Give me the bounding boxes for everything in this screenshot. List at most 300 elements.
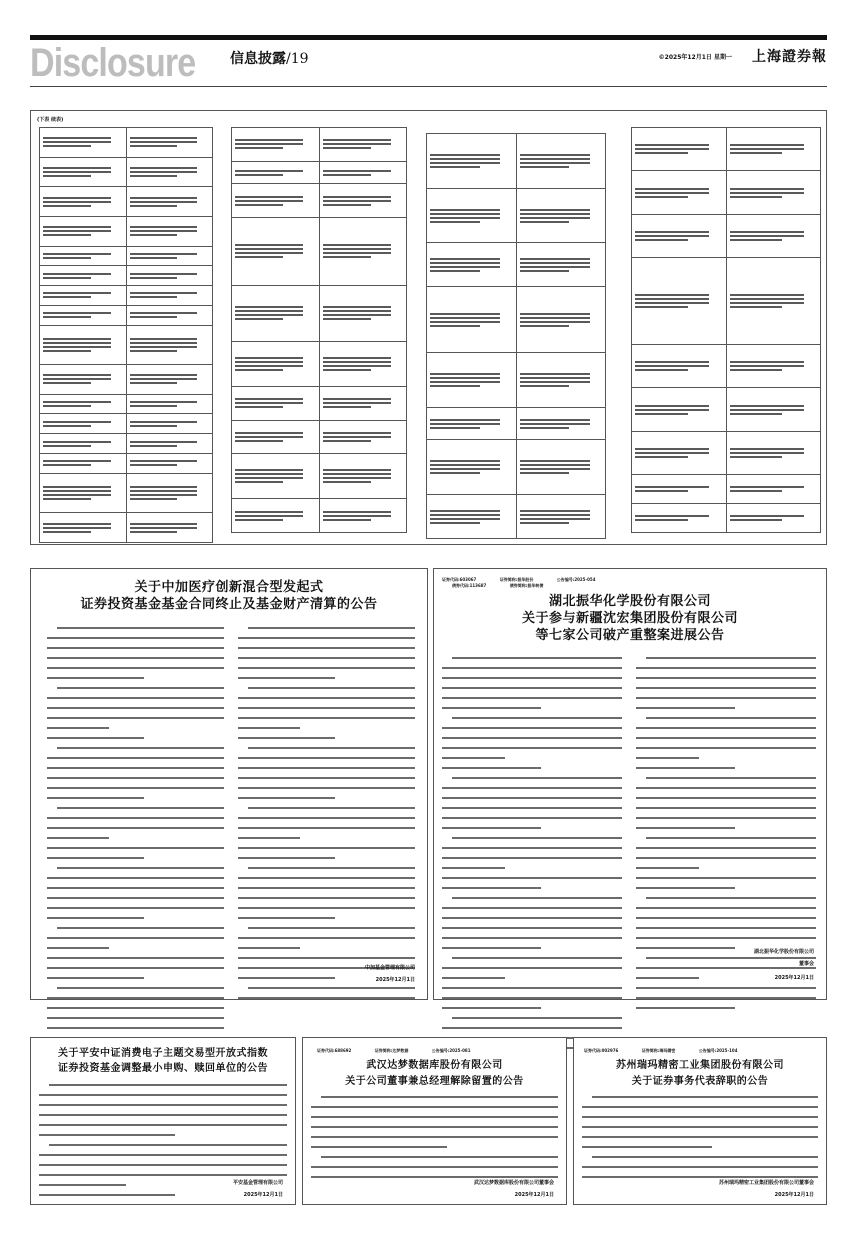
notice-title-line: 武汉达梦数据库股份有限公司 — [366, 1060, 503, 1071]
text-line — [43, 378, 111, 380]
text-line — [39, 1164, 287, 1166]
text-line — [248, 627, 415, 629]
text-line — [646, 777, 816, 779]
text-line — [235, 170, 303, 172]
table-row — [40, 394, 213, 414]
text-line — [442, 987, 622, 989]
text-line — [730, 452, 804, 454]
text-line — [238, 837, 300, 839]
original-clause-cell — [232, 454, 320, 499]
text-line — [430, 158, 500, 160]
text-line — [636, 937, 816, 939]
text-line — [442, 697, 622, 699]
text-line — [238, 707, 415, 709]
text-line — [430, 317, 500, 319]
revised-clause-cell — [516, 495, 606, 539]
bond-codes — [452, 583, 565, 589]
text-line — [520, 213, 590, 215]
text-line — [452, 1017, 622, 1019]
text-line — [130, 234, 178, 236]
revised-clause-cell — [516, 188, 606, 243]
security-codes — [317, 1048, 492, 1054]
text-line — [520, 468, 590, 470]
text-line — [39, 1094, 287, 1096]
table-row — [632, 504, 821, 533]
text-line — [311, 1136, 558, 1138]
text-line — [730, 409, 804, 411]
text-line — [43, 141, 111, 143]
text-line — [130, 201, 198, 203]
text-line — [636, 807, 816, 809]
text-line — [47, 957, 224, 959]
text-line — [442, 927, 622, 929]
text-line — [130, 338, 198, 340]
text-line — [730, 188, 804, 190]
text-line — [47, 937, 224, 939]
notice-body — [39, 1084, 287, 1204]
text-line — [582, 1166, 818, 1168]
text-line — [47, 637, 224, 639]
revised-clause-cell — [726, 504, 821, 533]
bond-abbr: 债券简称:振华转债 — [509, 583, 544, 588]
body-column — [442, 657, 622, 1057]
text-line — [311, 1146, 447, 1148]
text-line — [235, 200, 303, 202]
table-row — [232, 341, 407, 386]
text-line — [636, 787, 816, 789]
text-line — [130, 441, 198, 443]
text-line — [235, 314, 303, 316]
revised-clause-cell — [319, 218, 407, 286]
comparison-table-1 — [39, 127, 213, 543]
text-line — [520, 158, 590, 160]
text-line — [43, 464, 91, 466]
text-line — [238, 847, 415, 849]
text-line — [520, 209, 590, 211]
text-line — [43, 292, 111, 294]
text-line — [636, 727, 816, 729]
text-line — [582, 1176, 818, 1178]
text-line — [235, 398, 303, 400]
text-line — [323, 469, 391, 471]
text-line — [730, 144, 804, 146]
text-line — [442, 847, 622, 849]
original-clause-cell — [632, 214, 727, 257]
text-line — [47, 657, 224, 659]
text-line — [47, 997, 224, 999]
text-line — [47, 667, 224, 669]
text-line — [57, 807, 224, 809]
text-line — [130, 378, 198, 380]
text-line — [130, 401, 198, 403]
notice-ruima — [573, 1037, 827, 1205]
text-line — [730, 519, 783, 521]
text-line — [248, 807, 415, 809]
text-line — [520, 321, 590, 323]
notice-date: 2025年12月1日 — [774, 1192, 814, 1198]
text-line — [130, 253, 198, 255]
table-row — [40, 305, 213, 325]
text-line — [130, 425, 178, 427]
text-line — [235, 402, 303, 404]
text-line — [636, 687, 816, 689]
text-line — [39, 1114, 287, 1116]
notice-date: 2025年12月1日 — [774, 975, 814, 981]
comparison-table-4 — [631, 127, 821, 533]
text-line — [49, 1084, 287, 1086]
original-clause-cell — [632, 431, 727, 474]
text-line — [430, 209, 500, 211]
table-row — [232, 285, 407, 341]
text-line — [582, 1106, 818, 1108]
text-line — [520, 162, 590, 164]
text-line — [636, 947, 735, 949]
text-line — [235, 143, 303, 145]
bond-code: 债券代码:113687 — [452, 583, 487, 588]
text-line — [323, 481, 371, 483]
text-line — [582, 1126, 818, 1128]
text-line — [39, 1194, 175, 1196]
text-line — [730, 413, 783, 415]
text-line — [235, 306, 303, 308]
body-column — [636, 657, 816, 1057]
text-line — [130, 445, 178, 447]
text-line — [43, 201, 111, 203]
notice-number: 公告编号:2025-054 — [556, 577, 596, 582]
text-line — [323, 477, 391, 479]
text-line — [248, 687, 415, 689]
notice-title-line: 证券投资基金调整最小申购、赎回单位的公告 — [58, 1063, 268, 1074]
original-clause-cell — [427, 495, 517, 539]
revised-clause-cell — [319, 161, 407, 184]
text-line — [442, 827, 541, 829]
text-line — [43, 531, 91, 533]
text-line — [43, 273, 111, 275]
text-line — [235, 196, 303, 198]
text-line — [730, 306, 783, 308]
text-line — [430, 258, 500, 260]
comparison-table-2 — [231, 127, 407, 533]
text-line — [430, 419, 500, 421]
revised-clause-cell — [126, 157, 213, 187]
text-line — [323, 244, 391, 246]
text-line — [635, 239, 688, 241]
notice-date: 2025年12月1日 — [514, 1192, 554, 1198]
revised-clause-cell — [319, 386, 407, 420]
table-row — [632, 214, 821, 257]
text-line — [235, 256, 283, 258]
original-clause-cell — [427, 134, 517, 189]
text-line — [47, 717, 224, 719]
text-line — [311, 1166, 558, 1168]
text-line — [323, 174, 371, 176]
text-line — [311, 1176, 558, 1178]
text-line — [646, 657, 816, 659]
table-row — [427, 287, 606, 353]
original-clause-cell — [632, 128, 727, 171]
text-line — [646, 837, 816, 839]
text-line — [636, 757, 699, 759]
text-line — [520, 385, 570, 387]
text-line — [43, 277, 91, 279]
table-row — [40, 216, 213, 246]
text-line — [442, 997, 622, 999]
original-clause-cell — [40, 325, 127, 365]
table-row — [40, 473, 213, 513]
text-line — [323, 436, 391, 438]
text-line — [635, 231, 709, 233]
text-line — [635, 413, 688, 415]
text-line — [130, 277, 178, 279]
text-line — [323, 369, 371, 371]
text-line — [43, 441, 111, 443]
table-row — [632, 431, 821, 474]
original-clause-cell — [232, 499, 320, 533]
text-line — [520, 510, 590, 512]
text-line — [43, 226, 111, 228]
text-line — [311, 1106, 558, 1108]
revised-clause-cell — [726, 171, 821, 214]
text-line — [520, 514, 590, 516]
revised-clause-cell — [126, 266, 213, 286]
text-line — [430, 313, 500, 315]
table-row — [40, 128, 213, 158]
text-line — [238, 697, 415, 699]
text-line — [238, 827, 415, 829]
text-line — [43, 137, 111, 139]
text-line — [47, 977, 144, 979]
notice-signature-board: 董事会 — [798, 961, 814, 967]
text-line — [47, 907, 224, 909]
table-row — [232, 218, 407, 286]
text-line — [520, 166, 570, 168]
notice-pingan — [30, 1037, 296, 1205]
text-line — [635, 405, 709, 407]
text-line — [635, 148, 709, 150]
table-row — [40, 325, 213, 365]
text-line — [130, 257, 178, 259]
text-line — [43, 175, 91, 177]
text-line — [430, 522, 480, 524]
text-line — [235, 519, 283, 521]
text-line — [39, 1134, 175, 1136]
text-line — [57, 627, 224, 629]
original-clause-cell — [427, 352, 517, 407]
text-line — [442, 787, 622, 789]
original-clause-cell — [232, 218, 320, 286]
text-line — [635, 235, 709, 237]
text-line — [130, 141, 198, 143]
text-line — [730, 192, 804, 194]
section-title — [230, 48, 309, 68]
text-line — [635, 452, 709, 454]
text-line — [47, 857, 144, 859]
text-line — [442, 677, 622, 679]
text-line — [323, 200, 391, 202]
revised-clause-cell — [726, 475, 821, 504]
notice-date: 2025年12月1日 — [375, 977, 415, 983]
text-line — [636, 1007, 735, 1009]
text-line — [130, 374, 198, 376]
masthead-top-rule — [30, 35, 827, 40]
text-line — [442, 967, 622, 969]
text-line — [57, 747, 224, 749]
text-line — [520, 313, 590, 315]
text-line — [43, 445, 91, 447]
text-line — [520, 427, 570, 429]
text-line — [635, 152, 688, 154]
text-line — [43, 338, 111, 340]
text-line — [430, 166, 480, 168]
text-line — [235, 481, 283, 483]
text-line — [323, 139, 391, 141]
text-line — [442, 667, 622, 669]
original-clause-cell — [40, 305, 127, 325]
text-line — [442, 737, 622, 739]
text-line — [730, 486, 804, 488]
text-line — [235, 477, 303, 479]
text-line — [130, 316, 178, 318]
text-line — [323, 432, 391, 434]
text-line — [130, 346, 198, 348]
text-line — [323, 310, 391, 312]
text-line — [235, 361, 303, 363]
text-line — [47, 1007, 224, 1009]
text-line — [235, 244, 303, 246]
text-line — [430, 321, 500, 323]
text-line — [635, 192, 709, 194]
text-line — [730, 298, 804, 300]
text-line — [442, 817, 622, 819]
text-line — [730, 239, 783, 241]
text-line — [730, 515, 804, 517]
table-row — [232, 386, 407, 420]
table-row — [40, 414, 213, 434]
table-row — [232, 420, 407, 454]
text-line — [235, 310, 303, 312]
text-line — [442, 757, 505, 759]
original-clause-cell — [632, 171, 727, 214]
text-line — [730, 152, 783, 154]
text-line — [592, 1096, 818, 1098]
text-line — [47, 697, 224, 699]
table-row — [40, 365, 213, 395]
text-line — [47, 1027, 224, 1029]
text-line — [235, 147, 283, 149]
text-line — [311, 1126, 558, 1128]
text-line — [39, 1184, 126, 1186]
revised-clause-cell — [126, 394, 213, 414]
text-line — [43, 523, 111, 525]
text-line — [43, 234, 91, 236]
revised-clause-cell — [726, 214, 821, 257]
original-clause-cell — [427, 188, 517, 243]
notice-date: 2025年12月1日 — [243, 1192, 283, 1198]
table-row — [232, 499, 407, 533]
text-line — [430, 514, 500, 516]
text-line — [238, 977, 335, 979]
table-row — [632, 388, 821, 431]
text-line — [47, 757, 224, 759]
text-line — [235, 406, 283, 408]
notice-title-line: 关于平安中证消费电子主题交易型开放式指数 — [58, 1048, 268, 1059]
table-row — [40, 434, 213, 454]
notice-title-line: 关于证券事务代表辞职的公告 — [631, 1076, 769, 1087]
text-line — [730, 369, 783, 371]
revised-clause-cell — [726, 128, 821, 171]
text-line — [47, 797, 144, 799]
table-row — [40, 266, 213, 286]
text-line — [442, 877, 622, 879]
text-line — [635, 302, 709, 304]
text-line — [130, 342, 198, 344]
text-line — [235, 357, 303, 359]
text-line — [636, 997, 816, 999]
text-line — [235, 432, 303, 434]
text-line — [130, 421, 198, 423]
notice-title-line: 苏州瑞玛精密工业集团股份有限公司 — [616, 1060, 784, 1071]
revised-clause-cell — [126, 305, 213, 325]
text-line — [248, 927, 415, 929]
revised-clause-cell — [516, 134, 606, 189]
notice-signature: 湖北振华化学股份有限公司 — [753, 949, 814, 955]
revised-clause-cell — [126, 187, 213, 217]
text-line — [43, 374, 111, 376]
notice-number: 公告编号:2025-081 — [431, 1048, 471, 1053]
table-row — [40, 157, 213, 187]
original-clause-cell — [40, 394, 127, 414]
text-line — [43, 401, 111, 403]
table-row — [40, 187, 213, 217]
text-line — [520, 270, 570, 272]
text-line — [730, 302, 804, 304]
table-row — [427, 440, 606, 495]
stock-abbr: 证券简称:达梦数据 — [374, 1048, 409, 1053]
revised-clause-cell — [726, 258, 821, 345]
text-line — [130, 230, 198, 232]
text-line — [730, 448, 804, 450]
revised-clause-cell — [126, 325, 213, 365]
text-line — [730, 365, 804, 367]
text-line — [238, 797, 335, 799]
text-line — [47, 727, 109, 729]
revised-clause-cell — [516, 440, 606, 495]
original-clause-cell — [232, 128, 320, 162]
text-line — [57, 987, 224, 989]
text-line — [235, 204, 283, 206]
text-line — [130, 405, 178, 407]
stock-code: 证券代码:002976 — [584, 1048, 619, 1053]
text-line — [43, 257, 91, 259]
notice-title-line: 等七家公司破产重整案进展公告 — [535, 628, 725, 643]
notice-body — [47, 627, 415, 1047]
text-line — [323, 170, 391, 172]
text-line — [43, 171, 111, 173]
text-line — [47, 917, 144, 919]
text-line — [43, 167, 111, 169]
text-line — [635, 298, 709, 300]
original-clause-cell — [632, 504, 727, 533]
text-line — [39, 1154, 287, 1156]
text-line — [43, 405, 91, 407]
text-line — [43, 312, 111, 314]
text-line — [520, 464, 590, 466]
text-line — [323, 357, 391, 359]
text-line — [323, 196, 391, 198]
original-clause-cell — [632, 258, 727, 345]
text-line — [130, 486, 198, 488]
text-line — [47, 837, 109, 839]
